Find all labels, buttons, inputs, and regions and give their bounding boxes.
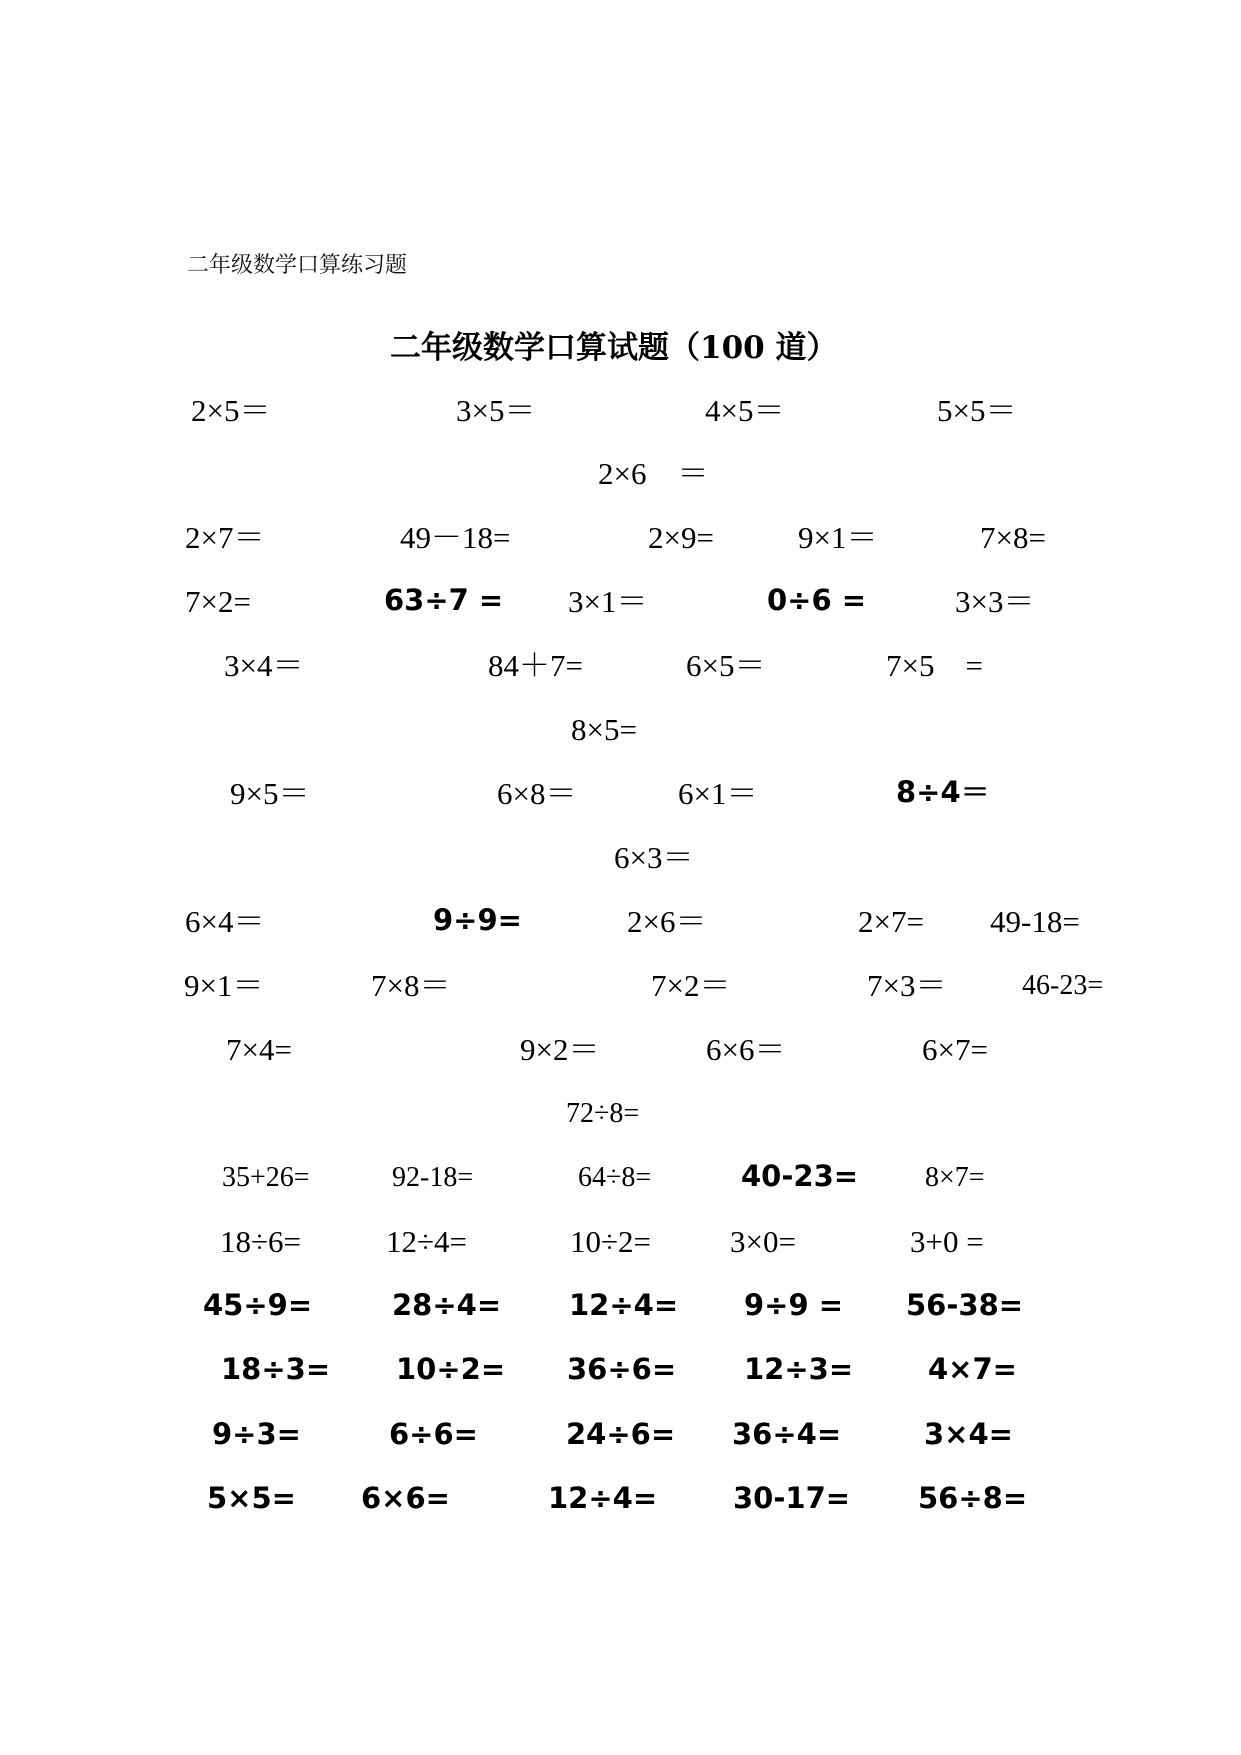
problem: 10÷2=: [396, 1352, 506, 1386]
problem: 46-23=: [1022, 970, 1104, 1001]
problem: 7×3＝: [867, 968, 947, 1003]
problem: 12÷4=: [548, 1481, 658, 1515]
problem: 7×8＝: [371, 968, 451, 1003]
problem: 7×2=: [185, 584, 251, 619]
problem: 18÷6=: [220, 1224, 301, 1259]
problem: 6×6＝: [706, 1032, 786, 1067]
problem: 45÷9=: [203, 1288, 313, 1322]
problem: 30-17=: [733, 1481, 851, 1515]
problem: 56-38=: [906, 1288, 1024, 1322]
problem: 36÷6=: [567, 1352, 677, 1386]
problem: 3×5＝: [456, 393, 536, 428]
problem: 6×4＝: [185, 904, 265, 939]
problem: 5×5＝: [937, 393, 1017, 428]
problem: 64÷8=: [578, 1162, 652, 1193]
problem: 2×9=: [648, 520, 714, 555]
problem: 9×2＝: [520, 1032, 600, 1067]
problem: 3×0=: [730, 1224, 796, 1259]
problem: 10÷2=: [570, 1224, 651, 1259]
problem: 6×6=: [361, 1481, 450, 1515]
problem: 84＋7=: [488, 648, 583, 683]
problem: 6×7=: [922, 1032, 988, 1067]
worksheet-title: 二年级数学口算试题（100 道）: [390, 330, 838, 366]
problem: 35+26=: [222, 1162, 310, 1193]
problem: 49-18=: [990, 904, 1080, 939]
problem: 3+0 =: [910, 1224, 984, 1259]
problem: 6×3＝: [614, 840, 694, 875]
problem: 12÷3=: [744, 1352, 854, 1386]
problem: 92-18=: [392, 1162, 474, 1193]
problem: 6÷6=: [389, 1417, 478, 1451]
problem: 72÷8=: [566, 1098, 640, 1129]
problem: 3×4＝: [224, 648, 304, 683]
problem: 63÷7 =: [384, 583, 504, 617]
problem: 5×5=: [207, 1481, 296, 1515]
problem: 7×8=: [980, 520, 1046, 555]
problem: 2×7=: [858, 904, 924, 939]
problem: 8÷4＝: [896, 775, 990, 809]
problem: 6×5＝: [686, 648, 766, 683]
problem: 2×6＝: [627, 904, 707, 939]
problem: 9×1＝: [798, 520, 878, 555]
problem: 7×5 =: [886, 648, 983, 683]
problem: 2×7＝: [185, 520, 265, 555]
problem: 9×5＝: [230, 776, 310, 811]
problem: 24÷6=: [566, 1417, 676, 1451]
problem: 56÷8=: [918, 1481, 1028, 1515]
document-header: 二年级数学口算练习题: [187, 253, 408, 278]
problem: 4×7=: [928, 1352, 1017, 1386]
problem: 9×1＝: [184, 968, 264, 1003]
problem: 49－18=: [400, 520, 511, 555]
problem: 8×7=: [925, 1162, 985, 1193]
problem: 9÷3=: [212, 1417, 301, 1451]
problem: 7×4=: [226, 1032, 292, 1067]
problem: 8×5=: [571, 712, 637, 747]
problem: 12÷4=: [569, 1288, 679, 1322]
problem: 3×4=: [924, 1417, 1013, 1451]
problem: 2×6 ＝: [598, 456, 709, 491]
problem: 2×5＝: [191, 393, 271, 428]
problem: 9÷9=: [433, 903, 522, 937]
problem: 18÷3=: [221, 1352, 331, 1386]
problem: 6×1＝: [678, 776, 758, 811]
problem: 3×1＝: [568, 584, 648, 619]
problem: 0÷6 =: [767, 583, 867, 617]
problem: 6×8＝: [497, 776, 577, 811]
problem: 4×5＝: [705, 393, 785, 428]
problem: 40-23=: [741, 1159, 859, 1193]
problem: 9÷9 =: [744, 1288, 844, 1322]
problem: 7×2＝: [651, 968, 731, 1003]
problem: 28÷4=: [392, 1288, 502, 1322]
problem: 3×3＝: [955, 584, 1035, 619]
problem: 36÷4=: [732, 1417, 842, 1451]
problem: 12÷4=: [386, 1224, 467, 1259]
